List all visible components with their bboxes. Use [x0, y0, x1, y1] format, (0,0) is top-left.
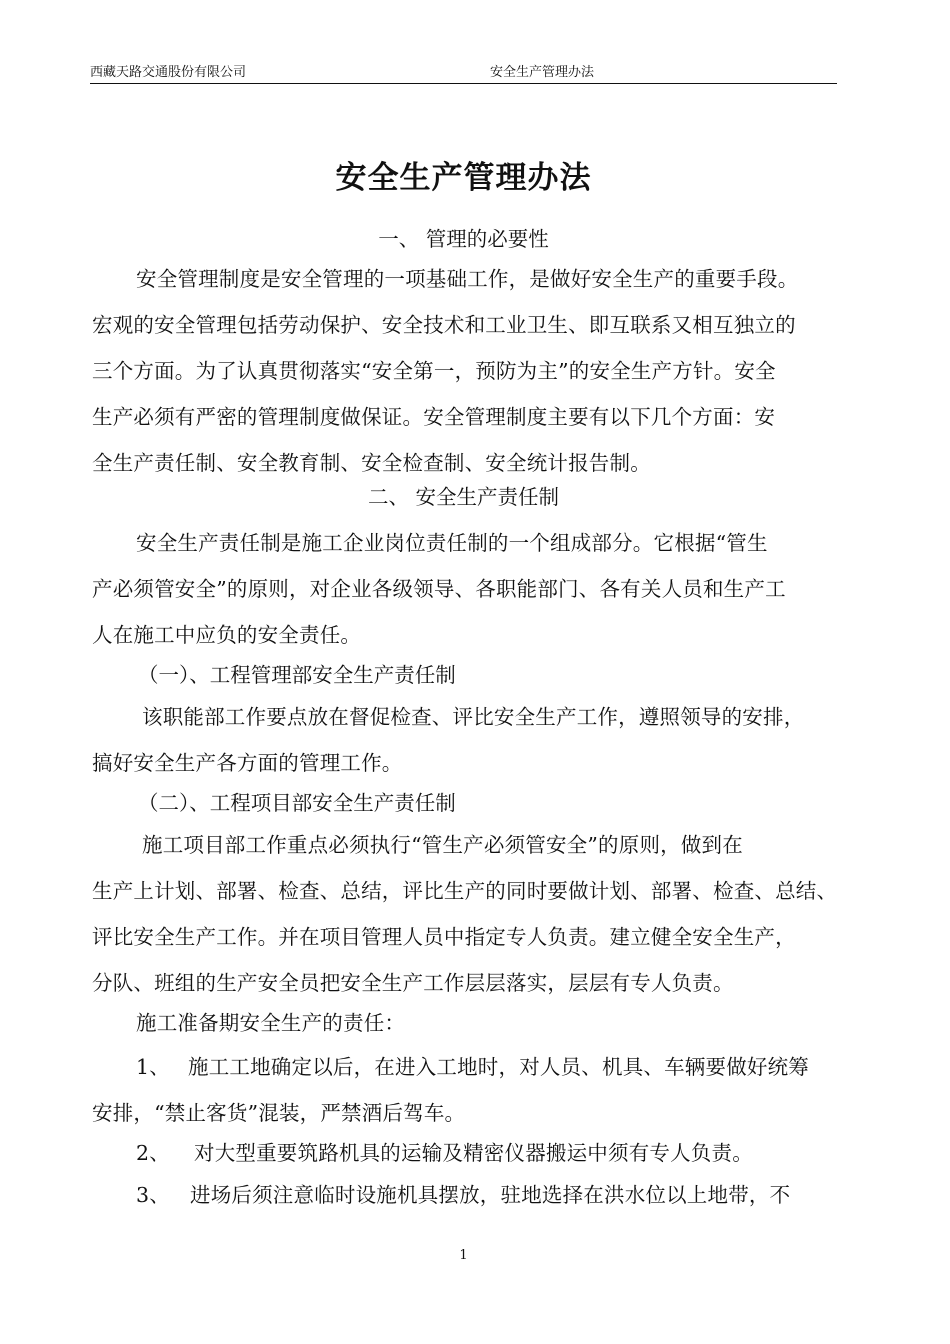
paragraph-line: 施工项目部工作重点必须执行“管生产必须管安全”的原则，做到在	[142, 833, 743, 857]
paragraph-line: 三个方面。为了认真贯彻落实“安全第一，预防为主”的安全生产方针。安全	[92, 359, 776, 383]
paragraph-line: 人在施工中应负的安全责任。	[92, 623, 362, 647]
list-item-line	[92, 1130, 844, 1176]
paragraph-line: 搞好安全生产各方面的管理工作。	[92, 751, 403, 775]
sub1-paragraph	[92, 694, 844, 786]
list-text: 施工工地确定以后，在进入工地时，对人员、机具、车辆要做好统筹	[188, 1055, 809, 1079]
paragraph-line: 生产上计划、部署、检查、总结，评比生产的同时要做计划、部署、检查、总结、	[92, 879, 838, 903]
list-text: 对大型重要筑路机具的运输及精密仪器搬运中须有专人负责。	[194, 1141, 753, 1165]
list-item-line	[92, 1044, 844, 1090]
prep-heading: 施工准备期安全生产的责任：	[136, 1011, 406, 1035]
page-header	[90, 63, 837, 84]
list-text: 进场后须注意临时设施机具摆放，驻地选择在洪水位以上地带，不	[190, 1183, 791, 1207]
paragraph-line: 安全生产责任制是施工企业岗位责任制的一个组成部分。它根据“管生	[136, 531, 768, 555]
list-item-line	[92, 1172, 844, 1218]
list-number: 3、	[136, 1183, 170, 1207]
paragraph-line: 宏观的安全管理包括劳动保护、安全技术和工业卫生、即互联系又相互独立的	[92, 313, 796, 337]
paragraph-line: 该职能部工作要点放在督促检查、评比安全生产工作，遵照领导的安排，	[142, 705, 805, 729]
header-company: 西藏天路交通股份有限公司	[90, 65, 247, 80]
paragraph-line: 评比安全生产工作。并在项目管理人员中指定专人负责。建立健全安全生产，	[92, 925, 796, 949]
section-heading-1: 一、 管理的必要性	[378, 227, 549, 251]
prep-heading-line	[92, 1000, 844, 1046]
section2-paragraph	[92, 520, 844, 658]
section1-paragraph	[92, 256, 844, 486]
paragraph-line: 分队、班组的生产安全员把安全生产工作层层落实，层层有专人负责。	[92, 971, 734, 995]
paragraph-line: 安全管理制度是安全管理的一项基础工作，是做好安全生产的重要手段。	[136, 267, 799, 291]
header-doc-title: 安全生产管理办法	[490, 65, 595, 80]
list-item-line: 安排，“禁止客货”混装，严禁酒后驾车。	[92, 1101, 466, 1125]
document-title: 安全生产管理办法	[335, 160, 592, 196]
section-heading-2: 二、 安全生产责任制	[367, 485, 560, 509]
sub2-paragraph	[92, 822, 844, 1006]
paragraph-line: 生产必须有严密的管理制度做保证。安全管理制度主要有以下几个方面：安	[92, 405, 776, 429]
list-number: 2、	[136, 1141, 170, 1165]
sub-heading-1: （一）、工程管理部安全生产责任制	[138, 663, 456, 687]
list-item-3	[92, 1172, 844, 1218]
paragraph-line: 产必须管安全”的原则，对企业各级领导、各职能部门、各有关人员和生产工	[92, 577, 786, 601]
list-item-1	[92, 1044, 844, 1136]
list-item-2	[92, 1130, 844, 1176]
paragraph-line: 全生产责任制、安全教育制、安全检查制、安全统计报告制。	[92, 451, 651, 475]
list-number: 1、	[136, 1055, 170, 1079]
sub-heading-2: （二）、工程项目部安全生产责任制	[138, 791, 456, 815]
page-number: 1	[459, 1248, 468, 1263]
